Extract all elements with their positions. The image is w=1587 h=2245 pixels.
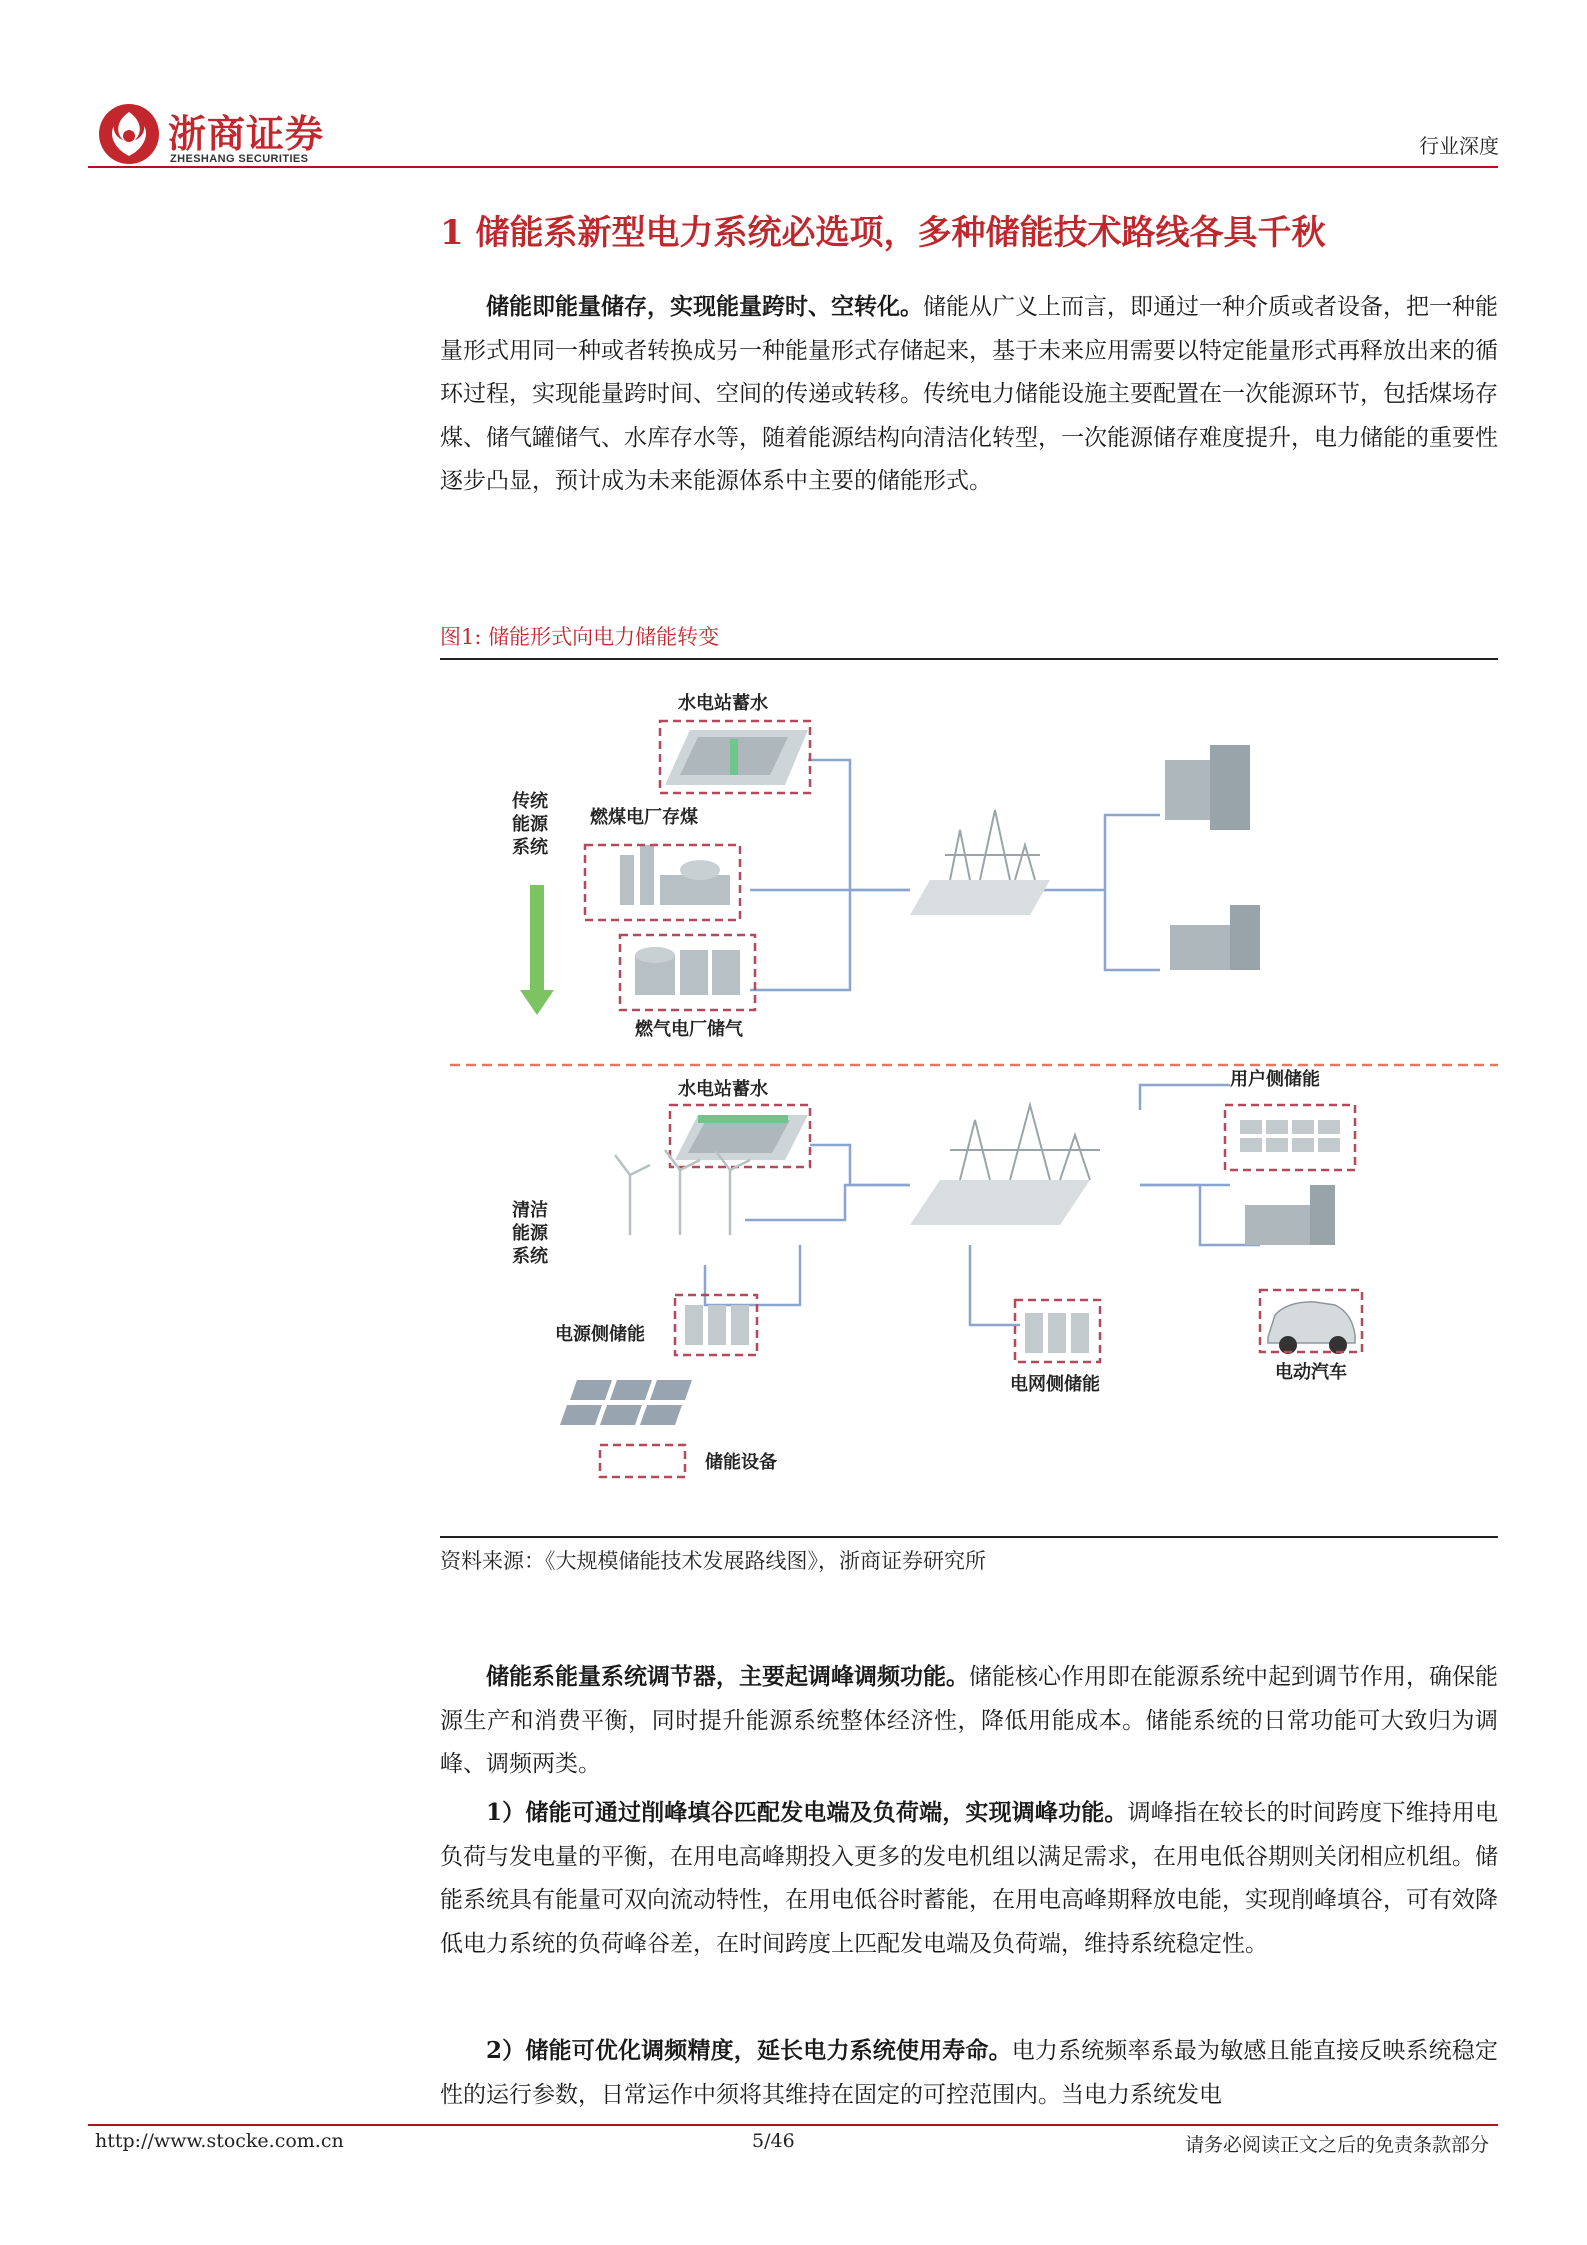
legend-label: 储能设备 [705,1452,777,1473]
coal-label: 燃煤电厂存煤 [590,807,698,828]
paragraph-intro [440,285,1498,504]
paragraph-lead: 1）储能可通过削峰填谷匹配发电端及负荷端，实现调峰功能。 [486,1799,1128,1826]
coal-plant-icon [620,845,730,905]
gas-plant-icon [635,947,740,995]
paragraph-peak-shaving [440,1791,1498,1966]
transition-arrow-icon [520,885,554,1015]
paragraph-frequency [440,2029,1498,2117]
section-title: 1 储能系新型电力系统必选项，多种储能技术路线各具千秋 [440,213,1326,253]
hydro-top-label: 水电站蓄水 [678,693,768,714]
zheshang-logo-icon [97,102,161,166]
traditional-label-1: 传统 [512,791,548,812]
grid-lines [705,760,1260,1325]
hydro-bottom-label: 水电站蓄水 [678,1079,768,1100]
legend-swatch [600,1445,685,1477]
paragraph-lead: 储能系能量系统调节器，主要起调峰调频功能。 [486,1663,969,1690]
page-number: 5/46 [752,2130,795,2152]
gas-label: 燃气电厂储气 [635,1019,743,1040]
clean-label-2: 能源 [512,1223,548,1244]
paragraph-body: 储能从广义上而言，即通过一种介质或者设备，把一种能量形式用同一种或者转换成另一种能量形式存储起来，基于未来应用需要以特定能量形式再释放出来的循环过程，实现能量跨时间、空间的传递或转移。传统电力储能设施主要配置在一次能源环节，包括煤场存煤、储气罐储气、水库存水等，随着能源结构向清洁化转型，一次能源储存难度提升，电力储能的重要性逐步凸显，预计成为未来能源体系中主要的储能形式。 [440,294,1498,494]
electric-car-icon [1268,1302,1355,1354]
ev-label: 电动汽车 [1275,1362,1347,1383]
hydro-bottom-icon [675,1115,808,1160]
source-side-battery-icon [685,1305,749,1345]
wind-turbine-icon [615,1150,750,1235]
footer-disclaimer: 请务必阅读正文之后的免责条款部分 [1184,2134,1489,2156]
user-side-label: 用户侧储能 [1230,1069,1320,1090]
substation-top-icon [910,810,1050,915]
footer-url-link[interactable]: http://www.stocke.com.cn [95,2130,344,2152]
hydro-top-icon [665,730,808,785]
report-type-label: 行业深度 [1419,134,1499,158]
logo-text: 浙商证券 [168,112,325,156]
solar-panel-icon [560,1380,692,1425]
paragraph-lead: 储能即能量储存，实现能量跨时、空转化。 [486,293,923,320]
energy-storage-diagram [440,665,1498,1530]
logo-subtext: ZHESHANG SECURITIES [170,153,309,165]
grid-side-label: 电网侧储能 [1010,1374,1100,1395]
paragraph-regulator [440,1655,1498,1787]
footer-divider [88,2124,1498,2126]
city-buildings-icon [1165,745,1260,970]
user-side-battery-icon [1240,1120,1340,1152]
grid-side-battery-icon [1025,1313,1089,1353]
clean-label-3: 系统 [512,1246,548,1267]
figure-top-rule [440,658,1498,660]
factory-icon [1245,1185,1335,1245]
figure-caption: 图1: 储能形式向电力储能转变 [440,625,720,649]
paragraph-body: 调峰指在较长的时间跨度下维持用电负荷与发电量的平衡，在用电高峰期投入更多的发电机组以满足需求，在用电低谷期则关闭相应机组。储能系统具有能量可双向流动特性，在用电低谷时蓄能，在用电高峰期释放电能，实现削峰填谷，可有效降低电力系统的负荷峰谷差，在时间跨度上匹配发电端及负荷端，维持系统稳定性。 [440,1800,1498,1957]
traditional-label-2: 能源 [512,814,548,835]
paragraph-body: 储能核心作用即在能源系统中起到调节作用，确保能源生产和消费平衡，同时提升能源系统整体经济性，降低用能成本。储能系统的日常功能可大致归为调峰、调频两类。 [440,1664,1498,1777]
substation-bottom-icon [910,1105,1100,1225]
header-divider [88,166,1498,168]
clean-label-1: 清洁 [512,1200,548,1221]
traditional-label-3: 系统 [512,837,548,858]
paragraph-lead: 2）储能可优化调频精度，延长电力系统使用寿命。 [486,2037,1012,2064]
paragraph-body: 电力系统频率系最为敏感且能直接反映系统稳定性的运行参数，日常运作中须将其维持在固定的可控范围内。当电力系统发电 [440,2038,1498,2108]
figure-source: 资料来源：《大规模储能技术发展路线图》，浙商证券研究所 [440,1549,986,1573]
figure-bottom-rule [440,1536,1498,1538]
source-side-label: 电源侧储能 [555,1324,645,1345]
